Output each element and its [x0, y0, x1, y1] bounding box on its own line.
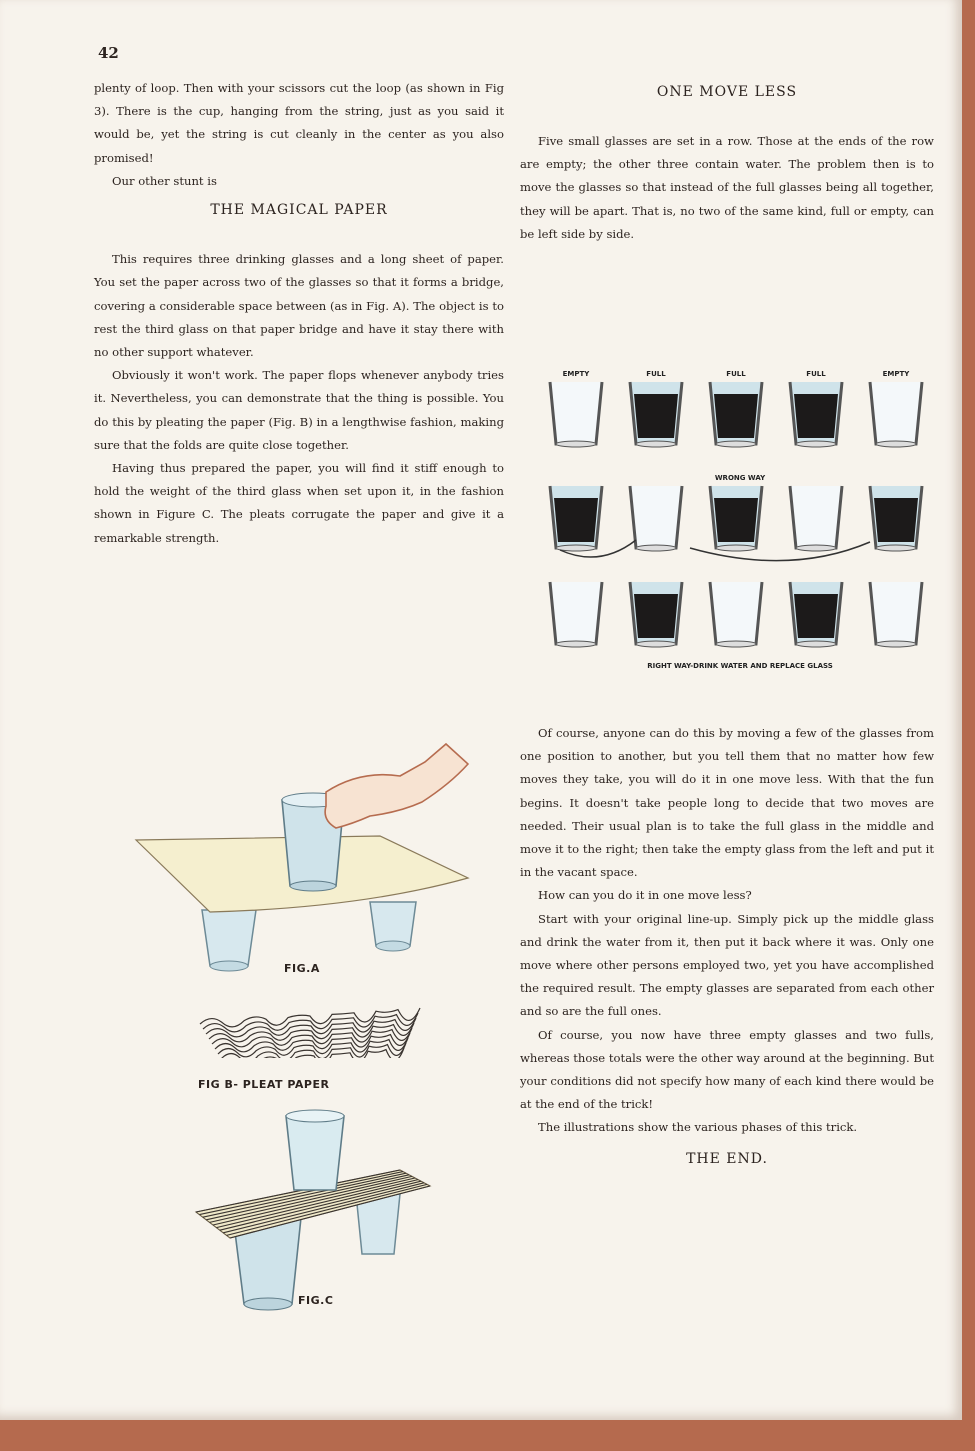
- glass-empty: [550, 382, 602, 447]
- paragraph: Having thus prepared the paper, you will find it stiff enough to hold the weight of the third glass when set upon it, in the fashion shown in Figure C. The pleats corrugate the paper and give it a remarkable strength.: [94, 461, 504, 545]
- glass-right: [370, 902, 416, 951]
- paragraph: Of course, anyone can do this by moving a few of the glasses from one position to another, but you tell them that no matter how few moves they take, you will do it in one move less. With that the fun begins. It doesn't take people long to decide that two moves are needed. Their usual plan is to take the full glass in the middle and move it to the right; then take the empty glass from the left and put it in the vacant space.: [520, 726, 934, 880]
- right-column-intro: [520, 130, 934, 246]
- water: [554, 498, 598, 542]
- water: [714, 498, 758, 542]
- paragraph: This requires three drinking glasses and a long sheet of paper. You set the paper across two of the glasses so that it forms a bridge, covering a considerable space between (as in Fig. A). The object is to rest the third glass on that paper bridge and have it stay there with no other support whatever.: [94, 252, 504, 360]
- figure-b-pleated-paper: [192, 998, 432, 1058]
- figure-a-caption: FIG.A: [284, 962, 320, 975]
- figure-b-caption: FIG B- PLEAT PAPER: [198, 1078, 330, 1091]
- section-heading-one-move-less: ONE MOVE LESS: [656, 84, 798, 100]
- figure-c-illustration: [190, 1108, 450, 1318]
- glass-empty: [870, 382, 922, 447]
- glass-full: [710, 486, 762, 551]
- glass-full: [870, 486, 922, 551]
- paragraph: The illustrations show the various phases of this trick.: [538, 1120, 858, 1135]
- glass-label: FULL: [806, 370, 826, 378]
- glass-label: FULL: [726, 370, 746, 378]
- water: [794, 394, 838, 438]
- paragraph: Of course, you now have three empty glasses and two fulls, whereas those totals were the other way around at the beginning. But your conditions did not specify how many of each kind there would be at the end of the trick!: [520, 1027, 934, 1112]
- left-column: [94, 77, 504, 550]
- glass-label: FULL: [646, 370, 666, 378]
- glass-label: EMPTY: [562, 370, 590, 378]
- glass-label: EMPTY: [882, 370, 910, 378]
- glass-full: [630, 382, 682, 447]
- right-way-label: RIGHT WAY-DRINK WATER AND REPLACE GLASS: [647, 662, 833, 670]
- glass-empty: [790, 486, 842, 551]
- water: [874, 498, 918, 542]
- glass-full: [710, 382, 762, 447]
- paragraph: Five small glasses are set in a row. Those at the ends of the row are empty; the other three contain water. The problem then is to move the glasses so that instead of the full glasses being all together, they will be apart. That is, no two of the same kind, full or empty, can be left side by side.: [520, 134, 934, 241]
- glass-left: [202, 910, 256, 971]
- glass-full: [630, 582, 682, 647]
- glasses-diagram: [540, 362, 940, 672]
- glass-full: [550, 486, 602, 551]
- glass-top: [286, 1110, 344, 1190]
- glass-empty: [870, 582, 922, 647]
- water: [634, 394, 678, 438]
- water: [634, 594, 678, 638]
- paragraph: Start with your original line-up. Simply pick up the middle glass and drink the water from it, then put it back where it was. Only one move where other persons employed two, yet you have accomplished the required result. The empty glasses are separated from each other and so are the full ones.: [520, 911, 934, 1019]
- wrong-way-label: WRONG WAY: [714, 474, 766, 482]
- figure-c-caption: FIG.C: [298, 1294, 334, 1307]
- paragraph: Obviously it won't work. The paper flops whenever anybody tries it. Nevertheless, you can demonstrate that the thing is possible. You do this by pleating the paper (Fig. B) in a lengthwise fashion, making sure that the folds are quite close together.: [94, 368, 504, 452]
- figure-a-illustration: [130, 740, 490, 980]
- page-number: 42: [98, 44, 119, 62]
- glass-empty: [710, 582, 762, 647]
- hand-drawing: [325, 744, 468, 828]
- paragraph: How can you do it in one move less?: [538, 888, 752, 903]
- glass-full: [790, 582, 842, 647]
- right-column-body: [520, 722, 934, 1171]
- section-heading-magical-paper: THE MAGICAL PAPER: [210, 202, 388, 219]
- water: [794, 594, 838, 638]
- paragraph: Our other stunt is: [112, 173, 217, 188]
- glass-empty: [550, 582, 602, 647]
- the-end: THE END.: [686, 1150, 768, 1167]
- paragraph: plenty of loop. Then with your scissors cut the loop (as shown in Fig 3). There is the cup, hanging from the string, just as you said it would be, yet the string is cut cleanly in the center as you also promised!: [94, 81, 504, 165]
- water: [714, 394, 758, 438]
- glass-full: [790, 382, 842, 447]
- glass-empty: [630, 486, 682, 551]
